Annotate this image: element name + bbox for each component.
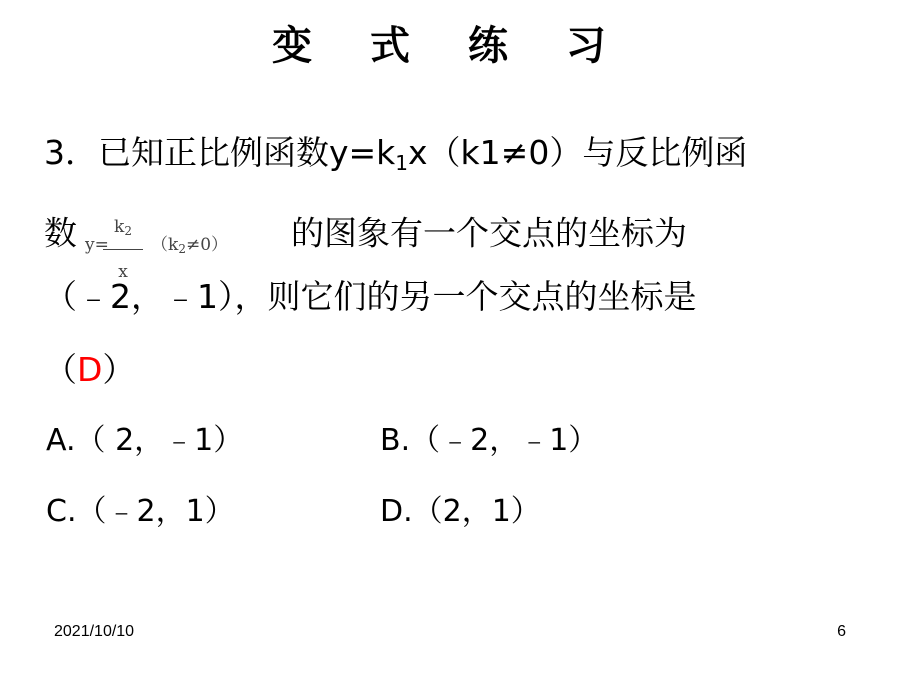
condition-open: （k (151, 235, 179, 255)
subscript: 1 (395, 151, 409, 175)
formula-numerator (103, 207, 143, 250)
question-text: x（k1≠0）与反比例函 (408, 133, 748, 172)
question-line-4 (44, 350, 135, 390)
condition-close: ≠0） (185, 235, 229, 255)
footer-date: 2021/10/10 (54, 623, 135, 640)
paren-open: （ (44, 350, 77, 389)
option-b: B.（﹣2，﹣1） (380, 423, 599, 458)
question-text: 的图象有一个交点的坐标为 (291, 213, 687, 253)
question-line-2 (44, 207, 687, 282)
inverse-function-formula (83, 207, 273, 282)
question-text: 3．已知正比例函数y=k (44, 133, 396, 172)
formula-denominator: x (118, 262, 128, 282)
formula-condition (151, 225, 228, 265)
numerator-subscript: 2 (124, 224, 132, 238)
answer-letter: D (77, 350, 103, 389)
option-d: D.（2，1） (380, 494, 541, 529)
question-line-1 (44, 133, 747, 173)
page-number: 6 (837, 623, 846, 640)
paren-close: ） (102, 350, 136, 389)
question-line-3: （﹣2，﹣1），则它们的另一个交点的坐标是 (44, 277, 697, 316)
option-a: A.（ 2，﹣1） (46, 423, 244, 458)
question-text: 数 (44, 213, 77, 253)
slide-title: 变 式 练 习 (272, 22, 628, 69)
formula-y: y= (85, 235, 109, 255)
numerator-k: k (114, 217, 125, 237)
option-c: C.（﹣2，1） (46, 494, 235, 529)
condition-subscript: 2 (178, 242, 186, 256)
